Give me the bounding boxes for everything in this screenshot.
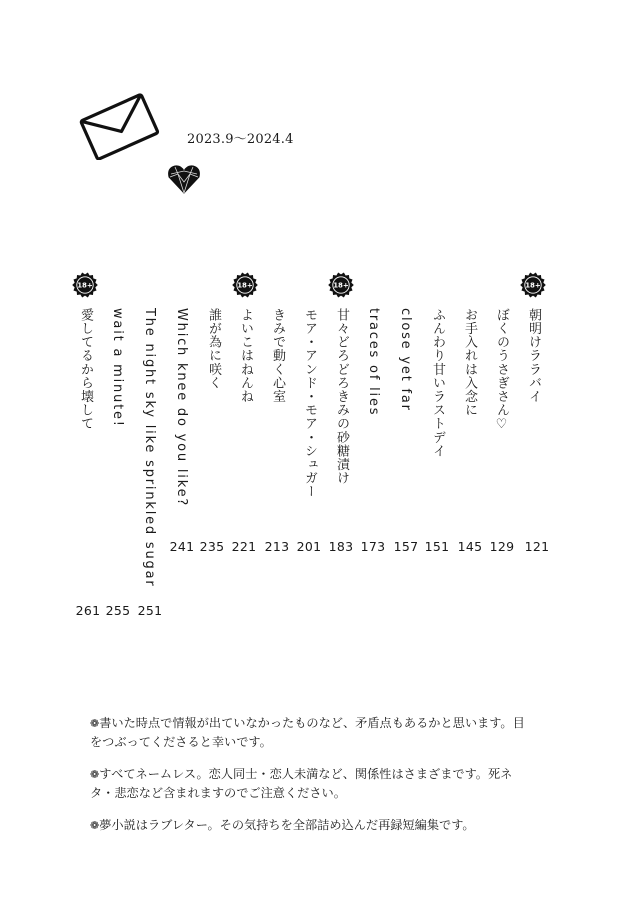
toc-title: wait a minute!: [110, 308, 125, 428]
toc-title: ぼくのうさぎさん♡: [494, 308, 509, 433]
toc-page-number: 201: [296, 539, 322, 554]
r18-badge-text: 18+: [237, 281, 253, 290]
r18-badge-icon: [232, 272, 258, 298]
toc-title: close yet far: [398, 308, 413, 412]
toc-title: きみで動く心室: [270, 308, 285, 404]
toc-page-number: 183: [328, 539, 354, 554]
envelope-icon: [78, 92, 160, 160]
r18-badge-text: 18+: [525, 281, 541, 290]
note-3-text: 夢小説はラブレター。その気持ちを全部詰め込んだ再録短編集です。: [99, 818, 475, 832]
note-1: [90, 714, 530, 751]
toc-page-number: 255: [105, 603, 131, 618]
r18-badge-icon: [72, 272, 98, 298]
toc-page-number: 251: [137, 603, 163, 618]
date-range: 2023.9〜2024.4: [187, 132, 294, 147]
toc-page-number: 173: [360, 539, 386, 554]
toc-title: ふんわり甘いラストデイ: [430, 308, 445, 458]
note-1-text: 書いた時点で情報が出ていなかったものなど、矛盾点もあるかと思います。目をつぶってくださると幸いです。: [90, 716, 525, 749]
flower-bullet-icon: ❁: [90, 717, 100, 730]
toc-page-number: 157: [393, 539, 419, 554]
toc-title: よいこはねんね: [238, 308, 253, 404]
toc-page-number: 151: [424, 539, 450, 554]
toc-title: 朝明けララバイ: [526, 308, 541, 404]
notes-section: [90, 714, 530, 849]
toc-page-number: 145: [457, 539, 483, 554]
toc-page-number: 235: [199, 539, 225, 554]
r18-badge-text: 18+: [333, 281, 349, 290]
toc-page-number: 241: [169, 539, 195, 554]
note-3: [90, 816, 530, 835]
toc-title: 愛してるから壊して: [78, 308, 93, 431]
toc-title: 甘々どろどろきみの砂糖漬け: [334, 308, 349, 485]
toc-page-number: 213: [264, 539, 290, 554]
toc-page-number: 261: [75, 603, 101, 618]
note-2-text: すべてネームレス。恋人同士・恋人未満など、関係性はさまざまです。死ネタ・悲恋など含まれますのでご注意ください。: [90, 767, 513, 800]
toc-title: お手入れは入念に: [462, 308, 477, 417]
toc-title: Which knee do you like?: [174, 308, 189, 508]
toc-page-number: 129: [489, 539, 515, 554]
toc-title: The night sky like sprinkled sugar: [142, 308, 157, 588]
gem-heart-icon: [166, 162, 202, 196]
r18-badge-icon: [328, 272, 354, 298]
toc-title: 誰が為に咲く: [206, 308, 221, 390]
toc-page-number: 221: [231, 539, 257, 554]
r18-badge-text: 18+: [77, 281, 93, 290]
toc-page-number: 121: [524, 539, 550, 554]
toc-title: モア・アンド・モア・シュガー: [302, 308, 317, 499]
flower-bullet-icon: ❁: [90, 819, 100, 832]
note-2: [90, 765, 530, 802]
r18-badge-icon: [520, 272, 546, 298]
flower-bullet-icon: ❁: [90, 768, 100, 781]
toc-title: traces of lies: [366, 308, 381, 417]
